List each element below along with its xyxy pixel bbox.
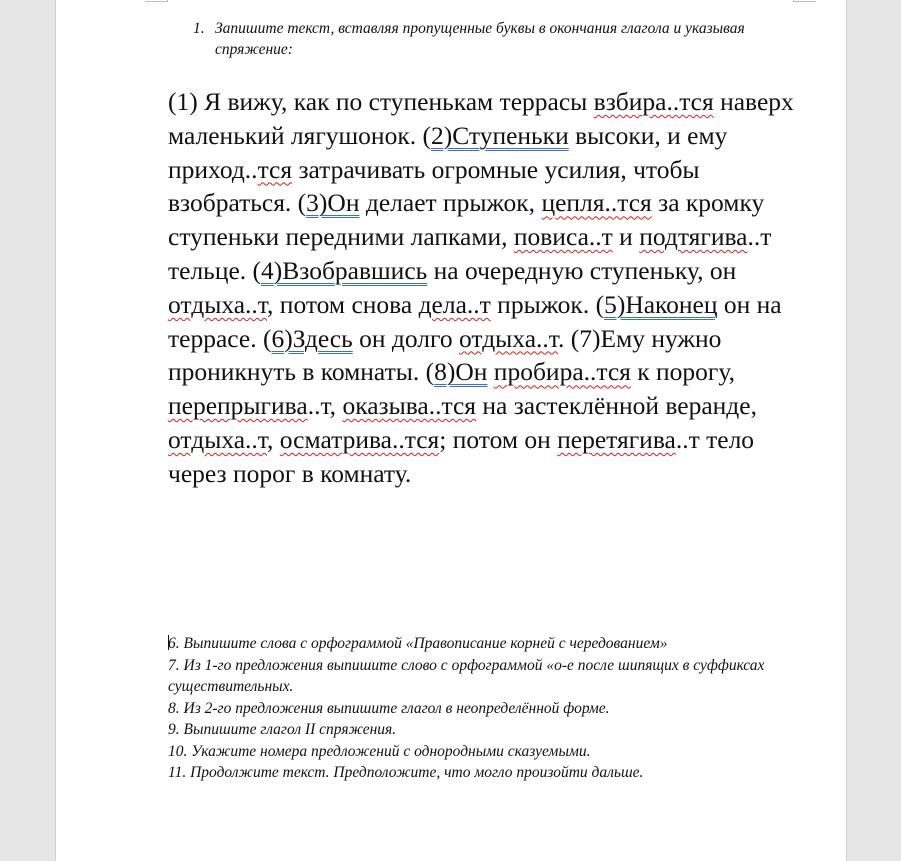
document-page bbox=[55, 0, 847, 861]
grammar-marked-word: 2)Ступеньки bbox=[430, 120, 569, 150]
grammar-marked-word: 6)Здесь bbox=[271, 323, 353, 353]
grammar-marked-word: 4)Взобравшись bbox=[261, 255, 428, 285]
text-run: на застеклённой веранде, bbox=[476, 391, 757, 421]
task-1-text: Запишите текст, вставляя пропущенные буквы в окончания глагола и указывая спряжение: bbox=[215, 20, 745, 58]
margin-marker-right bbox=[793, 0, 816, 2]
text-run: . (7)Ему нужно проникнуть в комнаты. ( bbox=[168, 323, 722, 387]
text-run: , потом снова bbox=[267, 289, 419, 319]
task-8: 8. Из 2-го предложения выпишите глагол в неопределённой форме. bbox=[168, 699, 610, 717]
spelling-marked-word: перепрыгива bbox=[168, 391, 308, 421]
spelling-marked-word: взбира..тся bbox=[593, 87, 714, 116]
text-run: к порогу, bbox=[630, 357, 735, 387]
task-1 bbox=[193, 18, 793, 60]
spelling-marked-word: осматрива..тся bbox=[279, 424, 440, 454]
task-9: 9. Выпишите глагол II спряжения. bbox=[168, 721, 397, 738]
spelling-marked-word: цепля..тся bbox=[541, 188, 652, 218]
task-11: 11. Продолжите текст. Предположите, что могло произойти дальше. bbox=[168, 764, 644, 781]
text-run: ..т тело через порог в комнату. bbox=[168, 424, 755, 488]
text-run: затрачивать огромные усилия, чтобы взобраться. ( bbox=[168, 154, 700, 218]
spelling-marked-word: перетягива bbox=[557, 424, 676, 454]
text-run: ; потом он bbox=[439, 424, 558, 454]
task-list bbox=[168, 633, 808, 784]
text-run: ..т тельце. ( bbox=[168, 222, 772, 285]
grammar-marked-word: 8)Он bbox=[434, 357, 488, 387]
text-run: высоки, и ему приход.. bbox=[168, 120, 728, 184]
grammar-marked-word: 3)Он bbox=[306, 188, 360, 218]
text-run: наверх маленький лягушонок. ( bbox=[168, 87, 794, 150]
spelling-marked-word: подтягива bbox=[639, 222, 748, 252]
task-10: 10. Укажите номера предложений с однородными сказуемыми. bbox=[168, 742, 591, 760]
text-run: он на террасе. ( bbox=[168, 289, 782, 353]
spelling-marked-word: тся bbox=[257, 154, 293, 184]
spelling-marked-word: пробира..тся bbox=[493, 357, 631, 387]
spelling-marked-word: оказыва..тся bbox=[342, 391, 476, 421]
text-run: на очередную ступеньку, он bbox=[427, 255, 737, 285]
spelling-marked-word: отдыха..т bbox=[458, 323, 559, 353]
grammar-marked-word: 5)Наконец bbox=[604, 289, 718, 319]
task-1-number: 1. bbox=[193, 20, 205, 37]
text-run: (1) Я вижу, как по ступенькам террасы bbox=[168, 87, 594, 116]
task-7: 7. Из 1-го предложения выпишите слово с орфограммой «о-е после шипящих в суффиксах существительных. bbox=[168, 656, 765, 695]
text-run: за кромку ступеньки передними лапками, bbox=[168, 188, 765, 252]
spelling-marked-word: дела..т bbox=[418, 289, 491, 319]
text-run: ..т, bbox=[307, 391, 343, 421]
spelling-marked-word: отдыха..т bbox=[168, 289, 268, 319]
text-run: , bbox=[267, 424, 280, 454]
text-run: прыжок. ( bbox=[490, 289, 605, 319]
text-run: и bbox=[612, 222, 640, 252]
main-paragraph bbox=[168, 85, 808, 491]
spelling-marked-word: повиса..т bbox=[513, 222, 613, 252]
task-6: 6. Выпишите слова с орфограммой «Правописание корней с чередованием» bbox=[168, 635, 668, 652]
text-run: он долго bbox=[352, 323, 459, 353]
spelling-marked-word: отдыха..т bbox=[168, 424, 268, 454]
text-run: делает прыжок, bbox=[359, 188, 542, 218]
main-text bbox=[168, 85, 808, 491]
margin-marker-left bbox=[145, 0, 168, 2]
